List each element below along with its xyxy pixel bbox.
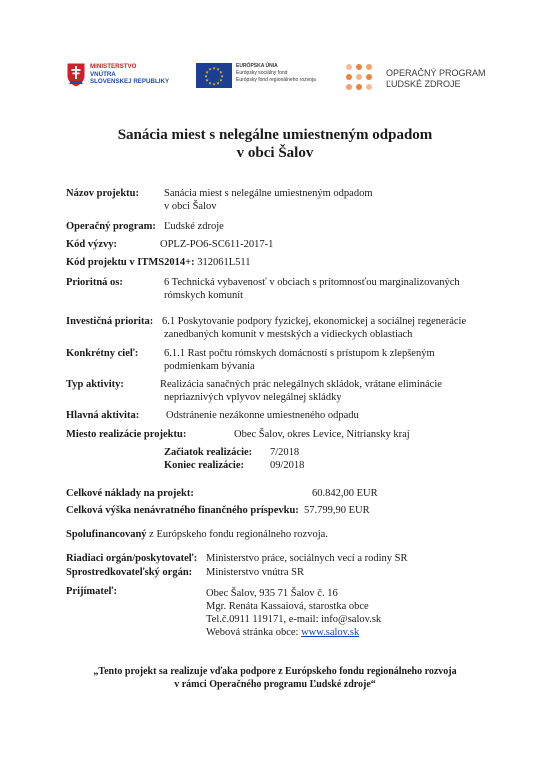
value-spolu: z Európskeho fondu regionálneho rozvoja. (149, 529, 328, 540)
label-prijimatel: Prijímateľ: (66, 586, 117, 597)
eu-flag-icon (196, 63, 232, 88)
op-logo (344, 62, 494, 96)
label-naklady: Celkové náklady na projekt: (66, 488, 194, 499)
op-dots-logo-icon (344, 62, 374, 92)
op-line-2: ĽUDSKÉ ZDROJE (386, 79, 461, 89)
ministry-line-3: SLOVENSKEJ REPUBLIKY (90, 78, 170, 85)
value-nazov-2: v obci Šalov (164, 201, 217, 212)
label-koniec: Koniec realizácie: (164, 460, 244, 471)
value-ciel-2: podmienkam bývania (164, 361, 255, 372)
value-investicna-1: 6.1 Poskytovanie podpory fyzickej, ekonomickej a sociálnej regenerácie (162, 316, 467, 327)
eu-line-1: EURÓPSKA ÚNIA (236, 63, 278, 69)
label-riadiaci: Riadiaci orgán/poskytovateľ: (66, 553, 198, 564)
footer-statement (0, 665, 550, 691)
web-label: Webová stránka obce: (206, 627, 299, 638)
value-miesto: Obec Šalov, okres Levice, Nitriansky kraj (234, 429, 410, 440)
page-title (0, 126, 550, 162)
label-hlavna: Hlavná aktivita: (66, 410, 140, 421)
footer-line-2: v rámci Operačného programu Ľudské zdroje“ (174, 679, 376, 690)
label-prispevok: Celková výška nenávratného finančného príspevku: (66, 505, 299, 516)
value-vyzva: OPLZ-PO6-SC611-2017-1 (160, 239, 274, 250)
eu-logo (196, 60, 336, 94)
label-investicna: Investičná priorita: (66, 316, 154, 327)
label-spolu: Spolufinancovaný (66, 529, 147, 540)
eu-star-icon: ★ (216, 80, 220, 86)
eu-star-icon: ★ (205, 69, 209, 75)
label-typ: Typ aktivity: (66, 379, 124, 390)
label-program: Operačný program: (66, 221, 156, 232)
label-itms: Kód projektu v ITMS2014+: (66, 257, 195, 268)
value-sprostred: Ministerstvo vnútra SR (206, 567, 305, 578)
label-os: Prioritná os: (66, 277, 123, 288)
row-itms (66, 256, 251, 269)
eu-star-icon: ★ (220, 73, 224, 79)
label-sprostred: Sprostredkovateľský orgán: (66, 567, 193, 578)
value-investicna-2: zanedbaných komunít v mestských a vidieckych oblastiach (164, 329, 413, 340)
value-nazov-1: Sanácia miest s nelegálne umiestneným odpadom (164, 188, 373, 199)
value-ciel-1: 6.1.1 Rast počtu rómskych domácností s prístupom k zlepšeným (164, 348, 435, 359)
web-link[interactable]: www.salov.sk (301, 627, 360, 638)
value-koniec: 09/2018 (270, 460, 305, 471)
value-itms: 312061L511 (197, 257, 251, 268)
value-riadiaci: Ministerstvo práce, sociálnych vecí a rodiny SR (206, 553, 408, 564)
label-ciel: Konkrétny cieľ: (66, 348, 139, 359)
eu-star-icon: ★ (216, 66, 220, 72)
op-line-1: OPERAČNÝ PROGRAM (386, 68, 486, 78)
eu-line-2: Európsky sociálny fond (236, 70, 288, 76)
eu-star-icon: ★ (212, 81, 216, 87)
ministry-line-1: MINISTERSTVO (90, 63, 137, 70)
value-zaciatok: 7/2018 (270, 447, 300, 458)
coat-of-arms-icon (66, 62, 86, 88)
eu-line-3: Európsky fond regionálneho rozvoja (236, 77, 316, 83)
value-typ-1: Realizácia sanačných prác nelegálnych skládok, vrátane eliminácie (160, 379, 442, 390)
ministry-logo (66, 60, 176, 94)
value-prijimatel-3: Tel.č.0911 119171, e-mail: info@salov.sk (206, 614, 382, 625)
title-line-1: Sanácia miest s nelegálne umiestneným odpadom (117, 127, 433, 143)
label-vyzva: Kód výzvy: (66, 239, 118, 250)
eu-star-icon: ★ (219, 69, 223, 75)
value-os-1: 6 Technická vybavenosť v obciach s prítomnosťou marginalizovaných (164, 277, 460, 288)
eu-star-icon: ★ (204, 73, 208, 79)
label-nazov: Názov projektu: (66, 188, 140, 199)
value-hlavna: Odstránenie nezákonne umiestneného odpadu (166, 410, 359, 421)
row-spolufinancovany (66, 528, 328, 541)
title-line-2: v obci Šalov (236, 145, 314, 161)
value-os-2: rómskych komunít (164, 290, 244, 301)
value-prispevok: 57.799,90 EUR (304, 505, 370, 516)
value-prijimatel-1: Obec Šalov, 935 71 Šalov č. 16 (206, 588, 338, 599)
label-zaciatok: Začiatok realizácie: (164, 447, 253, 458)
value-prijimatel-2: Mgr. Renáta Kassaiová, starostka obce (206, 601, 369, 612)
footer-line-1: „Tento projekt sa realizuje vďaka podpore z Európskeho fondu regionálneho rozvoja (93, 666, 457, 677)
label-miesto: Miesto realizácie projektu: (66, 429, 187, 440)
value-naklady: 60.842,00 EUR (312, 488, 378, 499)
ministry-line-2: VNÚTRA (90, 70, 116, 78)
value-program: Ľudské zdroje (164, 221, 224, 232)
eu-star-icon: ★ (219, 77, 223, 83)
eu-star-icon: ★ (208, 66, 212, 72)
eu-star-icon: ★ (208, 80, 212, 86)
value-typ-2: nepriaznivých vplyvov nelegálnej skládky (164, 392, 342, 403)
row-webova-stranka (206, 626, 359, 639)
eu-star-icon: ★ (205, 77, 209, 83)
eu-star-icon: ★ (212, 65, 216, 71)
